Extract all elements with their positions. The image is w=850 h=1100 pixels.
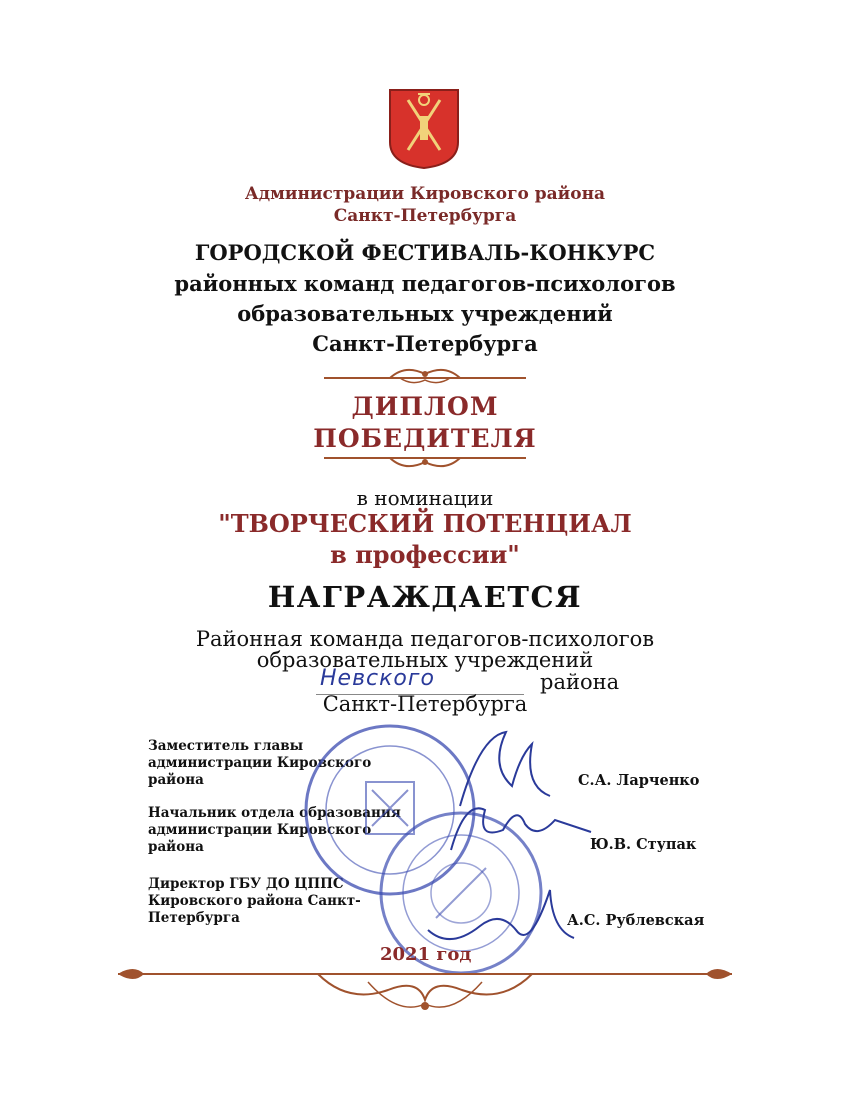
nomination-title-2: в профессии" xyxy=(330,540,520,569)
festival-subtitle-3: Санкт-Петербурга xyxy=(312,331,538,356)
top-ornament xyxy=(320,364,530,388)
signatory-1-name: С.А. Ларченко xyxy=(578,772,700,789)
festival-subtitle-1: районных команд педагогов-психологов xyxy=(174,271,676,296)
signatory-3-name: А.С. Рублевская xyxy=(567,912,705,929)
recipient-line-4: Санкт-Петербурга xyxy=(322,692,528,716)
coat-of-arms-emblem xyxy=(386,86,462,170)
recipient-district-handwritten: Невского xyxy=(320,666,435,691)
signatory-1-position: Заместитель главы администрации Кировского района xyxy=(148,738,372,788)
administration-line-1: Администрации Кировского района xyxy=(244,184,606,204)
festival-title: ГОРОДСКОЙ ФЕСТИВАЛЬ-КОНКУРС xyxy=(194,240,656,265)
year-label: 2021 год xyxy=(380,944,472,965)
recipient-district-word: района xyxy=(540,670,620,694)
nomination-intro: в номинации xyxy=(356,486,494,510)
signatory-2-position: Начальник отдела образования администрации Кировского района xyxy=(148,805,401,855)
festival-subtitle-2: образовательных учреждений xyxy=(237,301,613,326)
awarded-heading: НАГРАЖДАЕТСЯ xyxy=(267,580,583,614)
administration-line-2: Санкт-Петербурга xyxy=(333,206,517,226)
diploma-title-2: ПОБЕДИТЕЛЯ xyxy=(313,424,537,453)
signatory-3-position: Директор ГБУ ДО ЦППС Кировского района Санкт- Петербурга xyxy=(148,876,361,926)
signatory-2-name: Ю.В. Ступак xyxy=(590,836,697,853)
nomination-title-1: "ТВОРЧЕСКИЙ ПОТЕНЦИАЛ xyxy=(218,509,632,538)
signature-2 xyxy=(445,780,595,860)
bottom-ornament xyxy=(118,960,732,1020)
diploma-title-1: ДИПЛОМ xyxy=(351,392,499,421)
diploma-ornament xyxy=(320,448,530,472)
recipient-line-1: Районная команда педагогов-психологов xyxy=(195,627,655,651)
recipient-line-2: образовательных учреждений xyxy=(256,648,594,672)
